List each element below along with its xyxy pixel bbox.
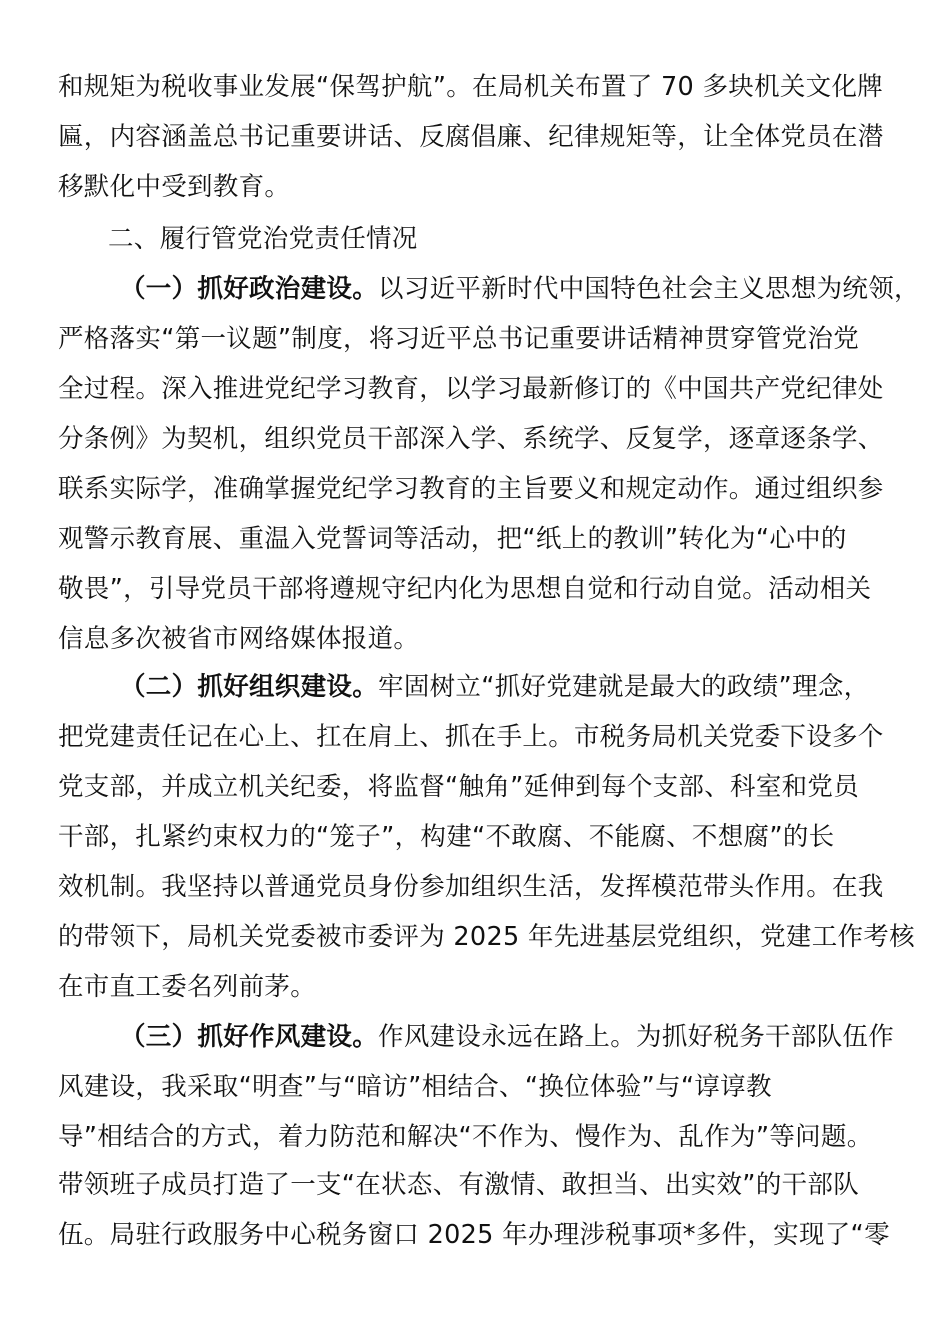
paragraph-line: 风建设，我采取“明查”与“暗访”相结合、“换位体验”与“谆谆教	[58, 1072, 772, 1102]
subsection-title: （一）抓好政治建设。	[120, 274, 379, 304]
paragraph-line: 的带领下，局机关党委被市委评为 2025 年先进基层党组织，党建工作考核	[58, 922, 915, 952]
paragraph-line: 敬畏”，引导党员干部将遵规守纪内化为思想自觉和行动自觉。活动相关	[58, 574, 872, 604]
subsection-first-line	[120, 1020, 894, 1054]
paragraph-line: 导”相结合的方式，着力防范和解决“不作为、慢作为、乱作为”等问题。	[58, 1122, 873, 1152]
paragraph-line: 分条例》为契机，组织党员干部深入学、系统学、反复学，逐章逐条学、	[58, 424, 884, 454]
paragraph-line: 观警示教育展、重温入党誓词等活动，把“纸上的教训”转化为“心中的	[58, 524, 847, 554]
subsection-first-line	[120, 670, 869, 704]
paragraph-line: 和规矩为税收事业发展“保驾护航”。在局机关布置了 70 多块机关文化牌	[58, 72, 884, 102]
subsection-text: 作风建设永远在路上。为抓好税务干部队伍作	[378, 1022, 895, 1052]
paragraph-line: 干部，扎紧约束权力的“笼子”，构建“不敢腐、不能腐、不想腐”的长	[58, 822, 835, 852]
paragraph-line: 伍。局驻行政服务中心税务窗口 2025 年办理涉税事项*多件，实现了“零	[58, 1220, 890, 1250]
subsection-title: （二）抓好组织建设。	[120, 672, 379, 702]
paragraph-line: 联系实际学，准确掌握党纪学习教育的主旨要义和规定动作。通过组织参	[58, 474, 884, 504]
subsection-first-line	[120, 272, 920, 306]
section-heading: 二、履行管党治党责任情况	[108, 224, 418, 254]
subsection-text: 牢固树立“抓好党建就是最大的政绩”理念，	[378, 672, 870, 702]
paragraph-line: 在市直工委名列前茅。	[58, 972, 317, 1002]
subsection-text: 以习近平新时代中国特色社会主义思想为统领，	[378, 274, 920, 304]
paragraph-line: 党支部，并成立机关纪委，将监督“触角”延伸到每个支部、科室和党员	[58, 772, 860, 802]
paragraph-line: 效机制。我坚持以普通党员身份参加组织生活，发挥模范带头作用。在我	[58, 872, 884, 902]
paragraph-line: 把党建责任记在心上、扛在肩上、抓在手上。市税务局机关党委下设多个	[58, 722, 884, 752]
paragraph-line: 匾，内容涵盖总书记重要讲话、反腐倡廉、纪律规矩等，让全体党员在潜	[58, 122, 884, 152]
paragraph-line: 严格落实“第一议题”制度，将习近平总书记重要讲话精神贯穿管党治党	[58, 324, 860, 354]
paragraph-line: 带领班子成员打造了一支“在状态、有激情、敢担当、出实效”的干部队	[58, 1170, 860, 1200]
paragraph-line: 全过程。深入推进党纪学习教育，以学习最新修订的《中国共产党纪律处	[58, 374, 884, 404]
paragraph-line: 移默化中受到教育。	[58, 172, 291, 202]
subsection-title: （三）抓好作风建设。	[120, 1022, 379, 1052]
paragraph-line: 信息多次被省市网络媒体报道。	[58, 624, 420, 654]
